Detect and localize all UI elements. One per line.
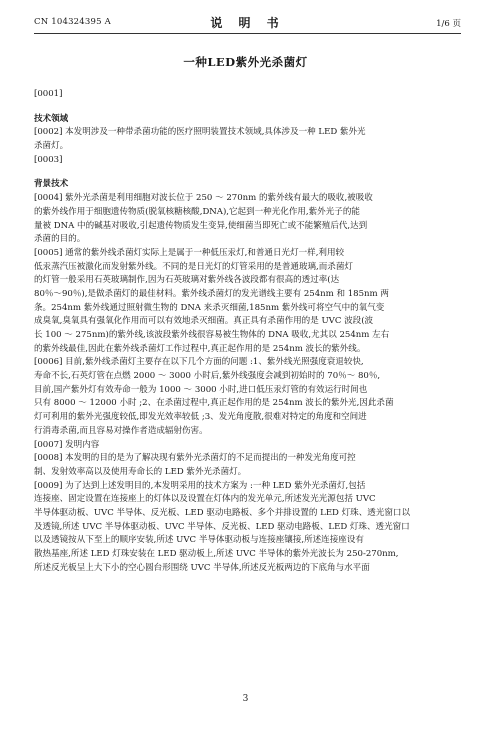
section-heading: 背景技术 bbox=[34, 179, 69, 190]
header-section-label: 说 明 书 bbox=[210, 16, 285, 30]
text-line: 80％～90％),是做杀菌灯的最佳材料。紫外线杀菌灯的发光谱线主要有 254nm 和 185nm 两 bbox=[34, 288, 389, 299]
text-line: 的紫外线作用于细胞遗传物质(脱氧核糖核酸,DNA),它起到一种光化作用,紫外光子的能 bbox=[34, 206, 360, 217]
text-line: 连接座、固定设置在连接座上的灯体以及设置在灯体内的发光单元,所述发光光源包括 UVC bbox=[34, 494, 376, 505]
text-line: 长 100 ～ 275nm)的紫外线,该波段紫外线很容易被生物体的 DNA 吸收,尤其以 254nm 左右 bbox=[34, 330, 390, 340]
document-title: 一种LED紫外光杀菌灯 bbox=[183, 55, 308, 69]
section-heading: 技术领域 bbox=[34, 113, 69, 124]
text-line: [0008] 本发明的目的是为了解决现有紫外光杀菌灯的不足而提出的一种发光角度可控 bbox=[34, 453, 356, 464]
page-number: 3 bbox=[242, 694, 249, 704]
text-line: 及透镜,所述 UVC 半导体驱动板、UVC 半导体、反光板、LED 驱动电路板、LED 灯珠、透光窗口 bbox=[34, 521, 410, 532]
text-line: 成臭氧,臭氧具有强氧化作用而可以有效地杀灭细菌。真正具有杀菌作用的是 UVC 波段(波 bbox=[34, 316, 374, 327]
page-header bbox=[34, 14, 461, 30]
text-line: 量被 DNA 中的碱基对吸收,引起遗传物质发生变异,使细菌当即死亡或不能繁殖后代,达到 bbox=[34, 220, 368, 231]
text-line: [0003] bbox=[34, 154, 63, 165]
text-line: 杀菌灯。 bbox=[34, 141, 69, 152]
text-line: [0002] 本发明涉及一种带杀菌功能的医疗照明装置技术领域,具体涉及一种 LED 紫外光 bbox=[34, 127, 366, 138]
page-count: 1/6 页 bbox=[436, 19, 461, 29]
text-line: 灯可利用的紫外光强度较低,即发光效率较低 ;3、发光角度散,很难对特定的角度和空间进 bbox=[34, 412, 367, 423]
text-line: 条。254nm 紫外线通过照射微生物的 DNA 来杀灭细菌,185nm 紫外线可将空气中的氧气变 bbox=[34, 302, 385, 313]
text-line: 制、发射效率高以及使用寿命长的 LED 紫外光杀菌灯。 bbox=[34, 466, 247, 477]
text-line: 所述反光板呈上大下小的空心圆台形围绕 UVC 半导体,所述反光板两边的下底角与水平面 bbox=[34, 562, 370, 573]
text-line: 寿命不长,石英灯管在点燃 2000 ～ 3000 小时后,紫外线强度会减到初始时的 70％～ 80％, bbox=[34, 371, 381, 382]
text-line: [0005] 通常的紫外线杀菌灯实际上是属于一种低压汞灯,和普通日光灯一样,利用较 bbox=[34, 247, 345, 258]
patent-number: CN 104324395 A bbox=[34, 17, 111, 27]
text-line: 半导体驱动板、UVC 半导体、反光板、LED 驱动电路板、多个并排设置的 LED 灯珠、透光窗口以 bbox=[34, 507, 411, 518]
text-line: 杀菌的目的。 bbox=[34, 234, 86, 245]
paragraph-gap bbox=[34, 167, 461, 178]
text-line: 散热基座,所述 LED 灯珠安装在 LED 驱动板上,所述 UVC 半导体的紫外光波长为 250-270nm, bbox=[34, 549, 399, 559]
text-line: [0001] bbox=[34, 89, 63, 99]
header-rule bbox=[34, 33, 461, 34]
text-line: [0009] 为了达到上述发明目的,本发明采用的技术方案为 :一种 LED 紫外光杀菌灯,包括 bbox=[34, 480, 366, 491]
text-line: 目前,国产紫外灯有效寿命一般为 1000 ～ 3000 小时,进口低压汞灯管的有效运行时间也 bbox=[34, 384, 368, 395]
paragraph-gap bbox=[34, 102, 461, 113]
document-body bbox=[34, 88, 461, 575]
text-line: 的紫外线最佳,因此在紫外线杀菌灯工作过程中,真正起作用的是 254nm 波长的紫外线。 bbox=[34, 343, 366, 354]
text-line: 的灯管一般采用石英玻璃制作,因为石英玻璃对紫外线各波段都有很高的透过率(达 bbox=[34, 275, 340, 286]
text-line: [0004] 紫外光杀菌是利用细胞对波长位于 250 ～ 270nm 的紫外线有最大的吸收,被吸收 bbox=[34, 193, 373, 204]
text-line: 低汞蒸汽压被激化而发射紫外线。不同的是日光灯的灯管采用的是普通玻璃,而杀菌灯 bbox=[34, 261, 353, 272]
text-line: 只有 8000 ～ 12000 小时 ;2、在杀菌过程中,真正起作用的是 254nm 波长的紫外光,因此杀菌 bbox=[34, 398, 394, 409]
text-line: [0007] 发明内容 bbox=[34, 439, 100, 450]
text-line: 行消毒杀菌,而且容易对操作者造成辐射伤害。 bbox=[34, 425, 208, 436]
text-line: 以及透镜按从下至上的顺序安装,所述 UVC 半导体驱动板与连接座镶接,所述连接座设有 bbox=[34, 535, 364, 546]
text-line: [0006] 目前,紫外线杀菌灯主要存在以下几个方面的问题 :1、紫外线光照强度衰退较快, bbox=[34, 357, 364, 368]
